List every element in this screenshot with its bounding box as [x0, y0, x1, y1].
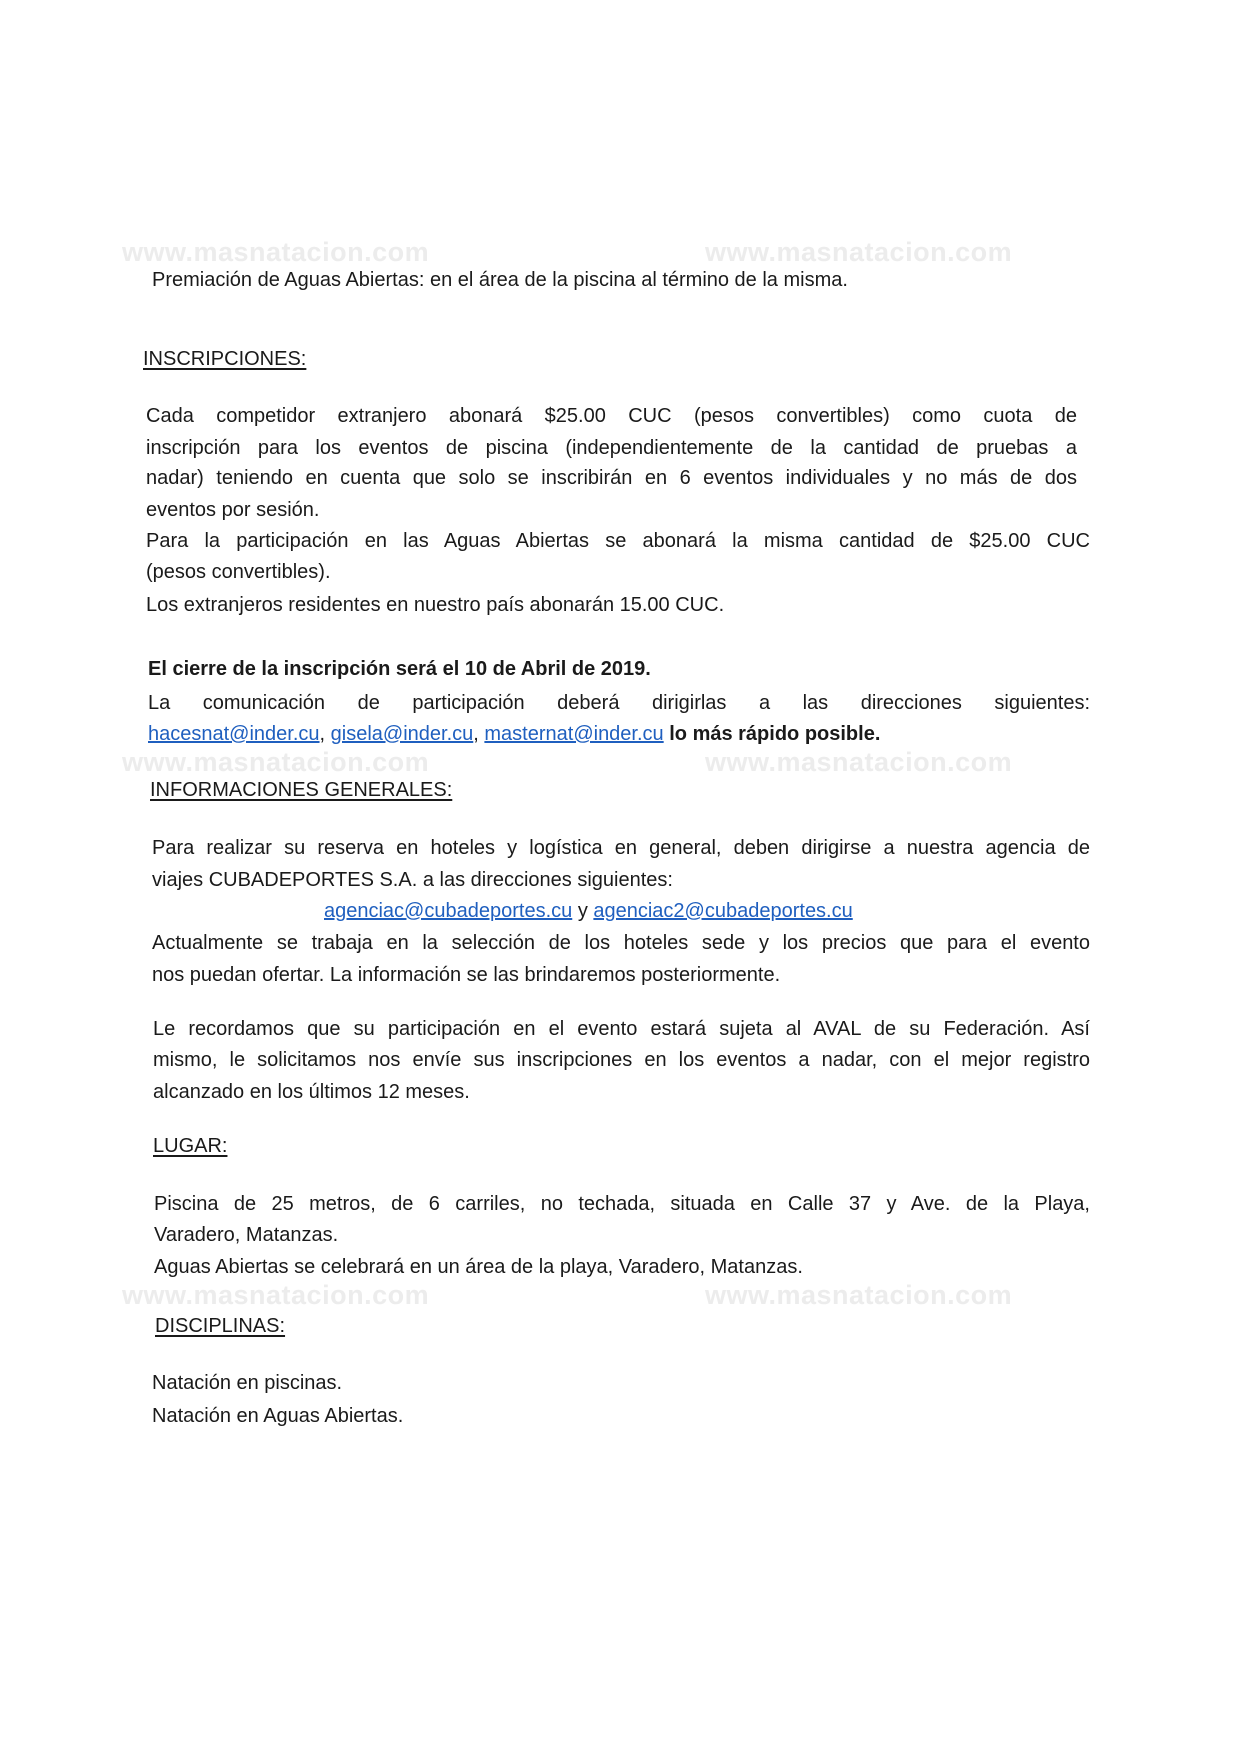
email-link-masternat[interactable]: masternat@inder.cu — [484, 723, 664, 745]
section-heading-informaciones: INFORMACIONES GENERALES: — [150, 779, 453, 801]
paragraph-line: inscripción para los eventos de piscina (independientemente de la cantidad de pruebas a — [146, 437, 1077, 459]
discipline-item: Natación en piscinas. — [152, 1372, 343, 1394]
section-heading-lugar: LUGAR: — [153, 1135, 228, 1157]
paragraph-line: (pesos convertibles). — [146, 561, 331, 583]
paragraph-line: Los extranjeros residentes en nuestro país abonarán 15.00 CUC. — [146, 594, 725, 616]
email-link-agenciac2[interactable]: agenciac2@cubadeportes.cu — [593, 900, 853, 922]
watermark: www.masnatacion.com — [705, 747, 1013, 777]
email-link-hacesnat[interactable]: hacesnat@inder.cu — [148, 723, 320, 745]
paragraph-line: alcanzado en los últimos 12 meses. — [153, 1081, 470, 1103]
email-link-agenciac[interactable]: agenciac@cubadeportes.cu — [324, 900, 573, 922]
email-link-gisela[interactable]: gisela@inder.cu — [330, 723, 474, 745]
agency-email-line — [324, 899, 853, 923]
email-line — [148, 722, 880, 746]
paragraph-line: Aguas Abiertas se celebrará en un área de la playa, Varadero, Matanzas. — [154, 1256, 803, 1278]
separator: , — [319, 723, 331, 745]
paragraph-line: nos puedan ofertar. La información se las brindaremos posteriormente. — [152, 964, 781, 986]
paragraph-line: Le recordamos que su participación en el evento estará sujeta al AVAL de su Federación. Así — [153, 1018, 1090, 1040]
paragraph-line: nadar) teniendo en cuenta que solo se inscribirán en 6 eventos individuales y no más de dos — [146, 467, 1077, 489]
paragraph-line: viajes CUBADEPORTES S.A. a las direcciones siguientes: — [152, 869, 673, 891]
watermark: www.masnatacion.com — [122, 237, 430, 267]
paragraph-line: Cada competidor extranjero abonará $25.00 CUC (pesos convertibles) como cuota de — [146, 405, 1077, 427]
paragraph-line: mismo, le solicitamos nos envíe sus inscripciones en los eventos a nadar, con el mejor registro — [153, 1049, 1090, 1071]
paragraph-line: Varadero, Matanzas. — [154, 1224, 339, 1246]
paragraph-line: La comunicación de participación deberá dirigirlas a las direcciones siguientes: — [148, 692, 1090, 714]
paragraph-line: eventos por sesión. — [146, 499, 320, 521]
paragraph-line: Para realizar su reserva en hoteles y logística en general, deben dirigirse a nuestra agencia de — [152, 837, 1090, 859]
separator: , — [473, 723, 485, 745]
section-heading-disciplinas: DISCIPLINAS: — [155, 1315, 286, 1337]
deadline-text: El cierre de la inscripción será el 10 de Abril de 2019. — [148, 658, 651, 680]
paragraph-line: Para la participación en las Aguas Abiertas se abonará la misma cantidad de $25.00 CUC — [146, 530, 1090, 552]
paragraph-line: Actualmente se trabaja en la selección de los hoteles sede y los precios que para el evento — [152, 932, 1090, 954]
discipline-item: Natación en Aguas Abiertas. — [152, 1405, 404, 1427]
watermark: www.masnatacion.com — [705, 1280, 1013, 1310]
watermark: www.masnatacion.com — [122, 747, 430, 777]
conjunction: y — [577, 900, 588, 922]
section-heading-inscripciones: INSCRIPCIONES: — [143, 348, 307, 370]
paragraph-line: Piscina de 25 metros, de 6 carriles, no techada, situada en Calle 37 y Ave. de la Playa, — [154, 1193, 1090, 1215]
emails-tail: lo más rápido posible. — [669, 723, 881, 745]
premiacion-text: Premiación de Aguas Abiertas: en el área de la piscina al término de la misma. — [152, 269, 848, 291]
watermark: www.masnatacion.com — [122, 1280, 430, 1310]
watermark: www.masnatacion.com — [705, 237, 1013, 267]
